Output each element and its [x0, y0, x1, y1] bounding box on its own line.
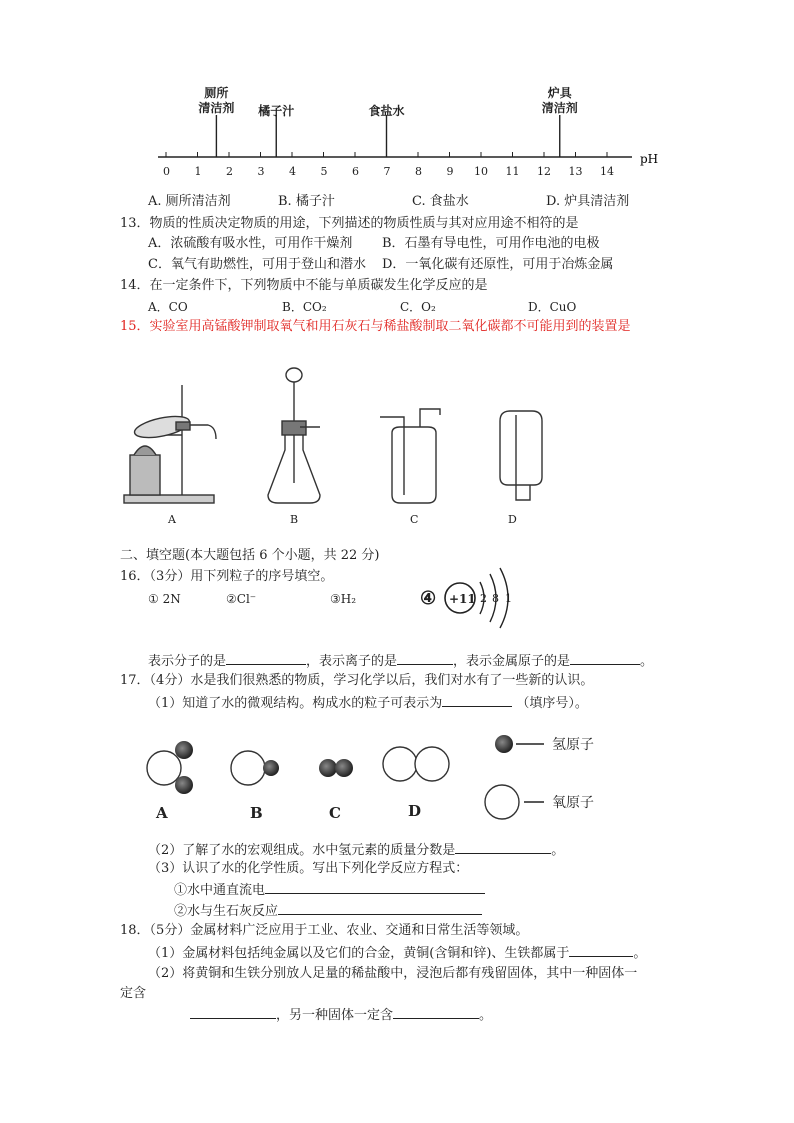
apparatus-label-a: A	[168, 513, 176, 526]
ph-option-c: C. 食盐水	[412, 194, 469, 209]
model-c	[319, 759, 353, 777]
q17-sub2-end: 。	[551, 843, 565, 858]
ph-tick-label-4: 4	[289, 165, 296, 178]
ph-option-d: D. 炉具清洁剂	[546, 194, 630, 209]
model-label-d: D	[408, 802, 422, 820]
section2-title: 二、填空题(本大题包括 6 个小题，共 22 分)	[120, 548, 380, 563]
q18-sub2-line2: 定含	[120, 986, 147, 1001]
q17-sub1	[148, 693, 588, 713]
apparatus-label-d: D	[508, 513, 517, 526]
ph-tick-label-3: 3	[257, 165, 265, 178]
q16-answer-metal-label: ，表示金属原子的是	[453, 654, 571, 669]
q14-option-a: A．CO	[148, 300, 188, 314]
q14-option-d: D．CuO	[528, 300, 577, 314]
ph-tick-label-0: 0	[163, 165, 170, 178]
q17-sub3-1-text: ①水中通直流电	[174, 883, 266, 898]
q17-stem: 17．（4分）水是我们很熟悉的物质，学习化学以后，我们对水有了一些新的认识。	[120, 673, 594, 688]
ph-marker-label-top-3: 炉具	[547, 86, 572, 100]
ph-marker-label-3: 清洁剂	[541, 101, 578, 115]
q17-sub2	[148, 840, 564, 860]
q17-sub1-suffix: （填序号）。	[516, 696, 588, 711]
shell-2-electrons: 8	[492, 592, 499, 605]
ph-tick-label-10: 10	[474, 165, 488, 178]
q13-option-d: D．一氧化碳有还原性，可用于冶炼金属	[382, 257, 614, 272]
ph-tick-label-7: 7	[383, 165, 391, 178]
ph-marker-label-top-0: 厕所	[204, 86, 229, 100]
q18-sub2-line3	[190, 1005, 492, 1025]
q17-blank-lime-equation[interactable]	[278, 901, 482, 915]
q13-option-a: A．浓硫酸有吸水性，可用作干燥剂	[148, 236, 353, 251]
q18-blank-solid-1[interactable]	[190, 1005, 276, 1019]
q17-sub3-2	[174, 901, 482, 921]
legend-oxygen	[485, 785, 544, 819]
q17-blank-particle[interactable]	[442, 693, 512, 707]
ph-marker-label-0: 清洁剂	[198, 101, 235, 115]
model-label-a: A	[156, 804, 168, 822]
ph-tick-label-5: 5	[320, 165, 328, 178]
shell-1-electrons: 2	[480, 592, 487, 605]
q18-sub1	[148, 943, 646, 963]
shell-3-electrons: 1	[505, 592, 512, 605]
q18-stem: 18．（5分）金属材料广泛应用于工业、农业、交通和日常生活等领域。	[120, 923, 529, 938]
q17-blank-electrolysis-equation[interactable]	[265, 880, 485, 894]
apparatus-figure	[120, 355, 560, 530]
model-label-c: C	[329, 804, 341, 822]
q16-answer-ion-label: ，表示离子的是	[306, 654, 398, 669]
apparatus-d-collecting-bottle	[500, 411, 542, 500]
q17-sub3: （3）认识了水的化学性质。写出下列化学反应方程式：	[148, 861, 469, 876]
q17-sub3-1	[174, 880, 485, 900]
apparatus-label-b: B	[290, 513, 299, 526]
model-label-b: B	[250, 804, 263, 822]
model-d	[383, 747, 449, 781]
ph-tick-label-14: 14	[600, 165, 614, 178]
ph-tick-label-1: 1	[194, 165, 202, 178]
q18-blank-solid-2[interactable]	[393, 1005, 479, 1019]
ph-tick-label-6: 6	[352, 165, 359, 178]
legend-hydrogen-label: 氢原子	[552, 737, 594, 753]
apparatus-c-wash-bottle	[380, 409, 440, 503]
q13-option-c: C．氧气有助燃性，可用于登山和潜水	[148, 257, 366, 272]
model-b	[231, 751, 279, 785]
q16-answer-molecule-label: 表示分子的是	[148, 654, 227, 669]
q13-option-b: B．石墨有导电性，可用作电池的电极	[382, 236, 600, 251]
ph-tick-label-8: 8	[415, 165, 422, 178]
q18-sub2-line1: （2）将黄铜和生铁分别放人足量的稀盐酸中，浸泡后都有残留固体，其中一种固体一	[148, 966, 638, 981]
apparatus-label-c: C	[410, 513, 419, 526]
q17-sub1-text: （1）知道了水的微观结构。构成水的粒子可表示为	[148, 696, 443, 711]
q14-option-c: C．O₂	[400, 300, 436, 314]
sodium-atom-structure	[418, 562, 528, 632]
ph-tick-label-11: 11	[505, 165, 520, 178]
q18-sub2-mid: ，另一种固体一定含	[276, 1008, 394, 1023]
ph-tick-label-2: 2	[226, 165, 233, 178]
q13-stem: 13．物质的性质决定物质的用途，下列描述的物质性质与其对应用途不相符的是	[120, 216, 579, 231]
q16-item-3: ③H₂	[330, 592, 357, 606]
model-a	[147, 741, 193, 794]
legend-oxygen-label: 氧原子	[552, 795, 594, 811]
legend-hydrogen	[495, 735, 544, 753]
q18-blank-material-type[interactable]	[569, 943, 633, 957]
q14-option-b: B．CO₂	[282, 300, 327, 314]
water-molecule-models	[140, 728, 630, 828]
ph-marker-label-2: 食盐水	[368, 104, 405, 118]
ph-unit-label: pH	[640, 152, 659, 166]
ph-tick-label-12: 12	[537, 165, 551, 178]
ph-option-a: A. 厕所清洁剂	[148, 194, 231, 209]
q16-stem: 16．（3分）用下列粒子的序号填空。	[120, 569, 334, 584]
apparatus-b-conical-flask	[268, 368, 320, 503]
q16-item-2: ②Cl⁻	[226, 592, 257, 606]
q17-blank-hydrogen-fraction[interactable]	[455, 840, 551, 854]
ph-option-b: B. 橘子汁	[278, 194, 335, 209]
q16-answer-line	[148, 651, 653, 671]
q16-blank-ion[interactable]	[397, 651, 453, 665]
q16-answer-end: 。	[640, 654, 654, 669]
ph-tick-label-9: 9	[446, 165, 454, 178]
ph-marker-label-1: 橘子汁	[258, 104, 295, 118]
ph-tick-label-13: 13	[568, 165, 583, 178]
nucleus-charge: +11	[449, 592, 476, 606]
q17-sub3-2-text: ②水与生石灰反应	[174, 904, 279, 919]
q18-sub1-end: 。	[633, 946, 647, 961]
q17-sub2-text: （2）了解了水的宏观组成。水中氢元素的质量分数是	[148, 843, 456, 858]
q16-item-4-number: ④	[420, 588, 437, 609]
q16-blank-metal-atom[interactable]	[570, 651, 640, 665]
q18-sub1-text: （1）金属材料包括纯金属以及它们的合金，黄铜(含铜和锌)、生铁都属于	[148, 946, 570, 961]
q16-blank-molecule[interactable]	[226, 651, 306, 665]
q18-sub2-end: 。	[479, 1008, 493, 1023]
q14-stem: 14．在一定条件下，下列物质中不能与单质碳发生化学反应的是	[120, 278, 488, 293]
q16-item-1: ① 2N	[148, 592, 181, 606]
q15-stem: 15．实验室用高锰酸钾制取氧气和用石灰石与稀盐酸制取二氧化碳都不可能用到的装置是	[120, 319, 631, 334]
apparatus-a-heating	[124, 385, 216, 503]
